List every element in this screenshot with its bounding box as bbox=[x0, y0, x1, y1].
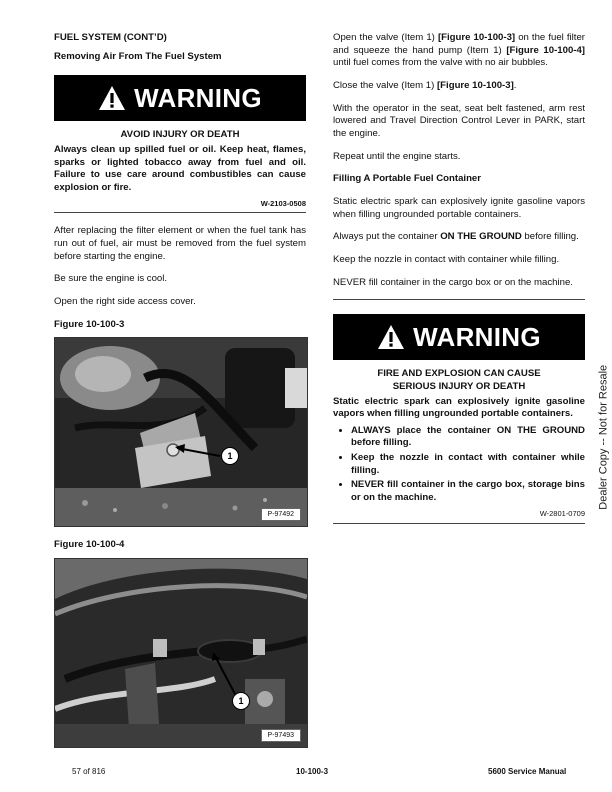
text-fragment: on the fuel filter and squeeze the hand pump (Item 1) bbox=[333, 32, 585, 56]
paragraph-nozzle-contact: Keep the nozzle in contact with container while filling. bbox=[333, 253, 560, 265]
text-fragment: Open the valve (Item 1) bbox=[333, 32, 438, 43]
paragraph-air-removal: After replacing the filter element or when the fuel tank has run out of fuel, air must be removed from the fuel system before starting the engine. bbox=[54, 225, 306, 262]
subtitle-filling-container: Filling A Portable Fuel Container bbox=[333, 173, 481, 185]
dealer-copy-watermark bbox=[596, 318, 610, 558]
warning-2-heading-line1: FIRE AND EXPLOSION CAN CAUSE bbox=[377, 368, 541, 380]
footer-page-count: 57 of 816 bbox=[72, 767, 106, 776]
paragraph-open-valve bbox=[333, 32, 585, 70]
warning-banner-2 bbox=[333, 314, 585, 360]
figure-10-100-3-callout: 1 bbox=[221, 447, 239, 465]
warning-1-heading: AVOID INJURY OR DEATH bbox=[120, 129, 240, 141]
dealer-copy-text: Dealer Copy -- Not for Resale bbox=[597, 364, 610, 510]
warning-2-body: Static electric spark can explosively ignite gasoline vapors when filling ungrounded portable containers. bbox=[333, 395, 585, 420]
list-item: • ALWAYS place the container ON THE GROUND before filling. bbox=[351, 425, 585, 450]
emphasis-on-the-ground: ON THE GROUND bbox=[440, 231, 522, 243]
figure-ref-10-100-3: [Figure 10-100-3] bbox=[436, 79, 514, 91]
warning-triangle-icon bbox=[377, 324, 405, 350]
figure-ref-10-100-4: [Figure 10-100-4] bbox=[506, 44, 586, 56]
footer-section-number: 10-100-3 bbox=[296, 767, 329, 776]
warning-1-code: W-2103-0508 bbox=[260, 198, 306, 208]
paragraph-repeat: Repeat until the engine starts. bbox=[333, 150, 461, 162]
subtitle-removing-air: Removing Air From The Fuel System bbox=[54, 50, 222, 62]
text-fragment: Close the valve (Item 1) bbox=[333, 79, 437, 91]
text-fragment: Always put the container bbox=[333, 231, 441, 243]
figure-10-100-3-code: P-97492 bbox=[261, 508, 301, 521]
list-item: • NEVER fill container in the cargo box, storage bins or on the machine. bbox=[351, 479, 585, 504]
warning-2-code: W-2801-0709 bbox=[539, 508, 585, 518]
figure-10-100-4-callout: 1 bbox=[232, 692, 250, 710]
left-column bbox=[54, 32, 306, 748]
text-fragment: before filling. bbox=[521, 231, 579, 243]
figure-10-100-4-code: P-97493 bbox=[261, 729, 301, 742]
text-fragment: . bbox=[513, 79, 517, 91]
right-column bbox=[333, 32, 585, 536]
footer-manual-title: 5600 Service Manual bbox=[488, 767, 567, 776]
warning-banner-2-text: WARNING bbox=[413, 322, 541, 353]
hand-pump-photo bbox=[55, 559, 307, 747]
paragraph-open-cover: Open the right side access cover. bbox=[54, 296, 196, 308]
paragraph-engine-cool: Be sure the engine is cool. bbox=[54, 273, 168, 285]
paragraph-static-spark: Static electric spark can explosively ignite gasoline vapors when filling ungrounded portable containers. bbox=[333, 195, 585, 220]
warning-1-body: Always clean up spilled fuel or oil. Keep heat, flames, sparks or lighted tobacco away from fuel and oil. Failure to use care around combustibles can cause explosion or fire. bbox=[54, 143, 306, 193]
figure-10-100-3-photo bbox=[54, 337, 308, 527]
warning-banner-1 bbox=[54, 75, 306, 121]
paragraph-close-valve bbox=[333, 80, 585, 93]
warning-2-divider bbox=[333, 523, 585, 524]
list-item: • Keep the nozzle in contact with container while filling. bbox=[351, 452, 585, 477]
warning-1-divider bbox=[54, 212, 306, 213]
warning-2-top-divider bbox=[333, 299, 585, 300]
warning-triangle-icon bbox=[98, 85, 126, 111]
paragraph-on-ground bbox=[333, 231, 585, 244]
paragraph-start-engine: With the operator in the seat, seat belt fastened, arm rest lowered and Travel Direction Control Lever in PARK, start the engine. bbox=[333, 102, 585, 139]
figure-10-100-4-photo bbox=[54, 558, 308, 748]
figure-10-100-4-label: Figure 10-100-4 bbox=[54, 539, 125, 551]
warning-2-bullets bbox=[333, 425, 585, 505]
figure-ref-10-100-3: [Figure 10-100-3] bbox=[437, 32, 516, 43]
warning-banner-1-text: WARNING bbox=[134, 83, 262, 114]
warning-2-heading-line2: SERIOUS INJURY OR DEATH bbox=[392, 380, 526, 392]
fuel-filter-valve-photo bbox=[55, 338, 307, 526]
paragraph-never-fill: NEVER fill container in the cargo box or on the machine. bbox=[333, 276, 573, 288]
figure-10-100-3-label: Figure 10-100-3 bbox=[54, 318, 125, 330]
section-title: FUEL SYSTEM (CONT’D) bbox=[54, 32, 167, 43]
text-fragment: until fuel comes from the valve with no air bubbles. bbox=[333, 57, 548, 69]
